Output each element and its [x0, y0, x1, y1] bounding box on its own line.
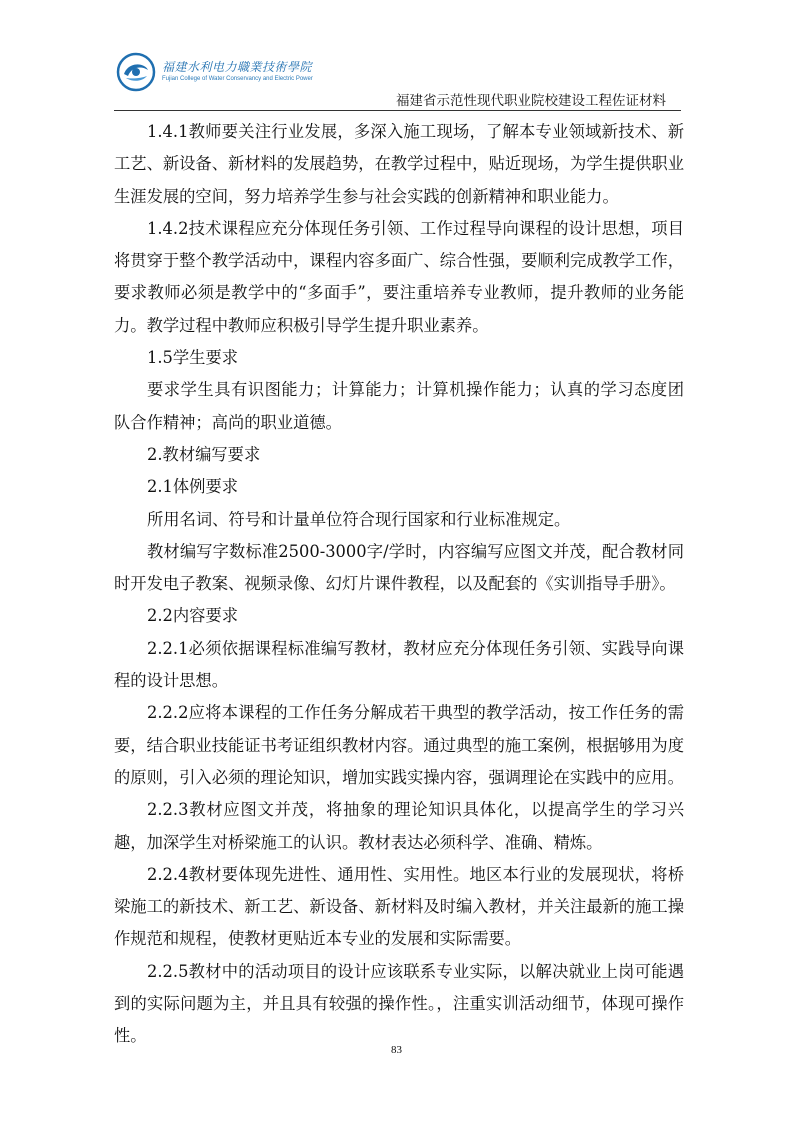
- heading-2: 2.教材编写要求: [147, 444, 261, 464]
- paragraph-1-4-2: 1.4.2技术课程应充分体现任务引领、工作过程导向课程的设计思想，项目将贯穿于整个教学活动中，课程内容多面广、综合性强，要顺利完成教学工作，要求教师必须是教学中的“多面手”，要注重培养专业教师，提升教师的业务能力。教学过程中教师应积极引导学生提升职业素养。: [114, 218, 684, 335]
- college-emblem-icon: [116, 52, 156, 92]
- paragraph-2-2-2: 2.2.2应将本课程的工作任务分解成若干典型的教学活动，按工作任务的需要，结合职业技能证书考证组织教材内容。通过典型的施工案例，根据够用为度的原则，引入必须的理论知识，增加实践实操内容，强调理论在实践中的应用。: [114, 703, 684, 787]
- paragraph-2-2-4: 2.2.4教材要体现先进性、通用性、实用性。地区本行业的发展现状，将桥梁施工的新技术、新工艺、新设备、新材料及时编入教材，并关注最新的施工操作规范和规程，使教材更贴近本专业的发展和实际需要。: [114, 864, 684, 949]
- heading-2-2: 2.2内容要求: [147, 606, 239, 626]
- body-text: [114, 116, 684, 1053]
- paragraph-terminology: 所用名词、符号和计量单位符合现行国家和行业标准规定。: [147, 509, 571, 529]
- paragraph-student-requirements: 要求学生具有识图能力；计算能力；计算机操作能力；认真的学习态度团队合作精神；高尚的职业道德。: [114, 380, 684, 432]
- page-number: 83: [391, 1044, 402, 1056]
- paragraph-1-4-1: 1.4.1教师要关注行业发展，多深入施工现场，了解本专业领域新技术、新工艺、新设备、新材料的发展趋势，在教学过程中，贴近现场，为学生提供职业生涯发展的空间，努力培养学生参与社会实践的创新精神和职业能力。: [114, 122, 684, 206]
- heading-1-5: 1.5学生要求: [147, 348, 239, 368]
- header-divider: [114, 110, 681, 111]
- logo-chinese-name: 福建水利电力職業技術學院: [162, 60, 313, 74]
- header-title: 福建省示范性现代职业院校建设工程佐证材料: [396, 93, 666, 109]
- logo-english-name: Fujian College of Water Conservancy and Electric Power: [162, 76, 313, 82]
- heading-2-1: 2.1体例要求: [147, 477, 239, 497]
- paragraph-word-count: 教材编写字数标准2500-3000字/学时，内容编写应图文并茂，配合教材同时开发电子教案、视频录像、幻灯片课件教程，以及配套的《实训指导手册》。: [114, 541, 684, 594]
- paragraph-2-2-1: 2.2.1必须依据课程标准编写教材，教材应充分体现任务引领、实践导向课程的设计思想。: [114, 638, 684, 691]
- college-logo: [116, 52, 313, 92]
- paragraph-2-2-3: 2.2.3教材应图文并茂，将抽象的理论知识具体化，以提高学生的学习兴趣，加深学生对桥梁施工的认识。教材表达必须科学、准确、精炼。: [114, 800, 684, 852]
- paragraph-2-2-5: 2.2.5教材中的活动项目的设计应该联系专业实际，以解决就业上岗可能遇到的实际问题为主，并且具有较强的操作性。，注重实训活动细节，体现可操作性。: [114, 961, 684, 1046]
